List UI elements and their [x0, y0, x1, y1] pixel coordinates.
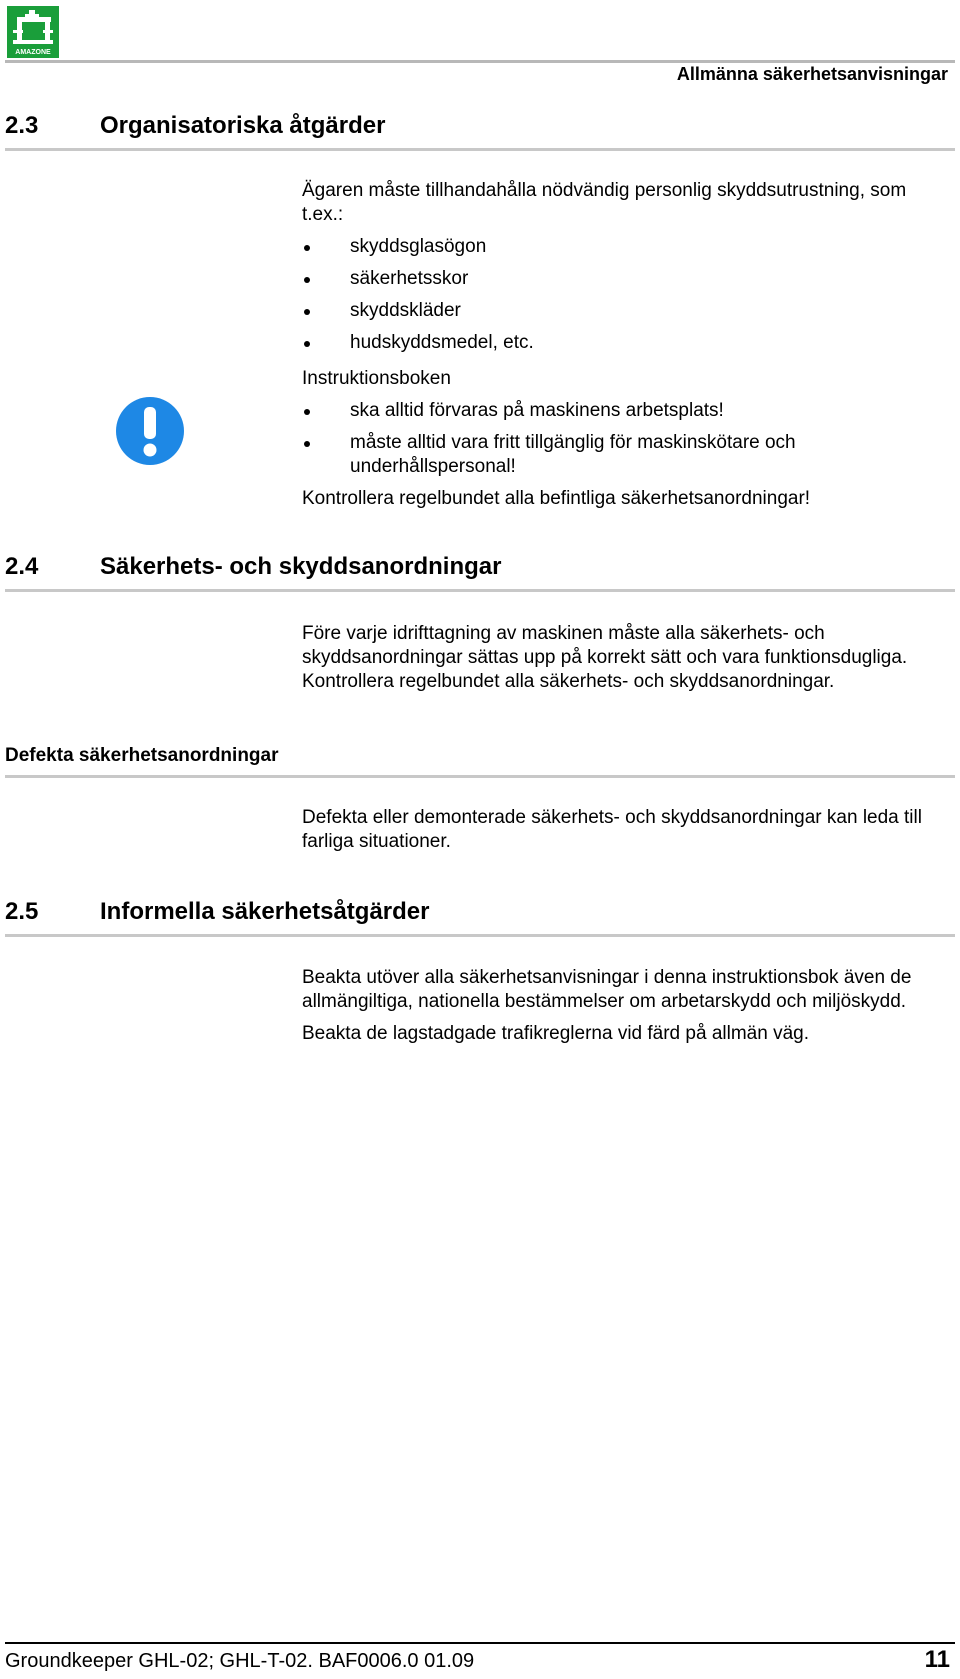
section-number: 2.5 — [5, 898, 39, 925]
list-item: måste alltid vara fritt tillgänglig för maskinskötare och underhållspersonal! — [302, 431, 952, 479]
section-heading-2-4 — [5, 553, 955, 592]
bullet-icon — [304, 245, 310, 251]
section-title: Organisatoriska åtgärder — [100, 112, 386, 139]
svg-text:AMAZONE: AMAZONE — [15, 49, 51, 56]
section-2-5-text-2: Beakta de lagstadgade trafikreglerna vid färd på allmän väg. — [302, 1023, 809, 1044]
list-item: ska alltid förvaras på maskinens arbetsplats! — [302, 399, 952, 423]
section-title: Säkerhets- och skyddsanordningar — [100, 553, 502, 580]
bullet-icon — [304, 441, 310, 447]
list-item: hudskyddsmedel, etc. — [302, 331, 952, 355]
notice-exclamation-icon — [114, 395, 186, 467]
bullet-icon — [304, 277, 310, 283]
check-statement: Kontrollera regelbundet alla befintliga säkerhetsanordningar! — [302, 488, 811, 509]
footer-divider — [5, 1642, 955, 1644]
section-2-5-text-1: Beakta utöver alla säkerhetsanvisningar i denna instruktionsbok även de allmängiltiga, nationella bestämmelser om arbetarskydd och miljöskydd. — [302, 967, 912, 1012]
page-number: 11 — [924, 1646, 950, 1673]
bullet-icon — [304, 341, 310, 347]
bullet-icon — [304, 309, 310, 315]
amazone-logo — [7, 6, 59, 58]
list-item: skyddskläder — [302, 299, 952, 323]
section-2-3-body — [302, 179, 952, 519]
list-item: säkerhetsskor — [302, 267, 952, 291]
running-head: Allmänna säkerhetsanvisningar — [676, 64, 948, 84]
manual-intro: Instruktionsboken — [302, 368, 451, 389]
bullet-icon — [304, 409, 310, 415]
section-2-4-body — [302, 622, 952, 702]
header-divider — [5, 60, 955, 63]
manual-list — [302, 399, 952, 479]
section-heading-2-5 — [5, 898, 955, 937]
subheading-defects: Defekta säkerhetsanordningar — [5, 745, 955, 778]
section-heading-2-3 — [5, 112, 955, 151]
section-2-5-body — [302, 966, 952, 1054]
section-title: Informella säkerhetsåtgärder — [100, 898, 430, 925]
equipment-list — [302, 235, 952, 355]
section-2-4-text: Före varje idrifttagning av maskinen måste alla säkerhets- och skyddsanordningar sättas upp på korrekt sätt och vara funktionsdugliga. Kontrollera regelbundet alla säkerhets- och skyddsanordningar. — [302, 623, 908, 692]
section-number: 2.3 — [5, 112, 39, 139]
list-item: skyddsglasögon — [302, 235, 952, 259]
section-number: 2.4 — [5, 553, 39, 580]
defects-text: Defekta eller demonterade säkerhets- och skyddsanordningar kan leda till farliga situationer. — [302, 807, 922, 852]
equipment-intro: Ägaren måste tillhandahålla nödvändig personlig skyddsutrustning, som t.ex.: — [302, 180, 907, 225]
defects-body — [302, 806, 952, 862]
footer-document-id: Groundkeeper GHL-02; GHL-T-02. BAF0006.0 01.09 — [5, 1650, 475, 1672]
